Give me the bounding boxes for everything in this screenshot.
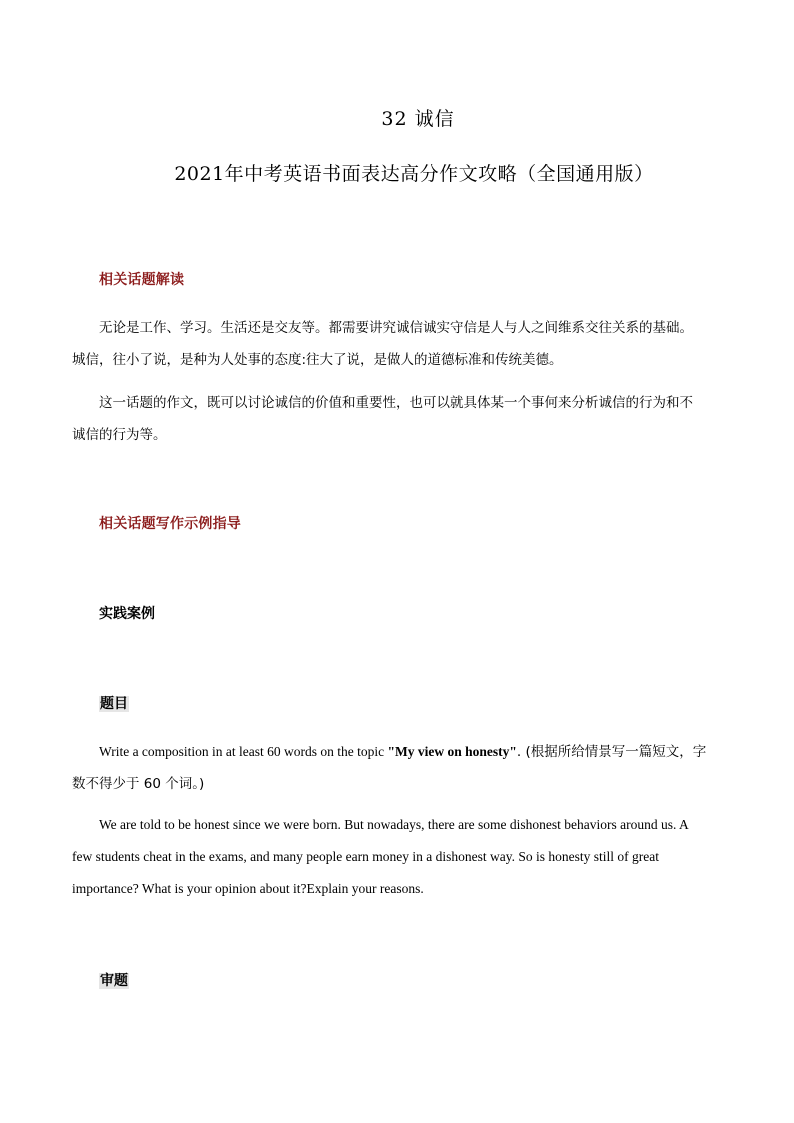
topic-paragraph-line: importance? What is your opinion about it?Explain your reasons. <box>72 881 424 896</box>
topic-heading-text: 题目 <box>100 696 128 712</box>
paragraph-line: 诚信的行为等。 <box>72 427 167 443</box>
document-subtitle: 2021年中考英语书面表达高分作文攻略（全国通用版） <box>174 163 654 185</box>
section-heading-writing-guide: 相关话题写作示例指导 <box>99 516 241 532</box>
paragraph-line: 这一话题的作文，既可以讨论诚信的价值和重要性，也可以就具体某一个事何来分析诚信的行为和不 <box>99 395 693 411</box>
section-heading-topic-interpretation: 相关话题解读 <box>99 272 185 288</box>
topic-title-bold: "My view on honesty" <box>387 744 517 759</box>
paragraph-line: 无论是工作、学习。生活还是交友等。都需要讲究诚信诚实守信是人与人之间维系交往关系的基础。 <box>99 320 693 336</box>
topic-line <box>99 740 706 760</box>
section-heading-topic <box>99 693 129 713</box>
topic-line: 数不得少于 60 个词。) <box>72 776 205 792</box>
document-title: 32 诚信 <box>381 108 455 130</box>
section-heading-practice-case: 实践案例 <box>99 606 155 622</box>
section-heading-review <box>99 970 129 990</box>
topic-line-text: Write a composition in at least 60 words on the topic <box>99 744 388 759</box>
review-heading-text: 审题 <box>100 973 128 989</box>
paragraph-line: 城信，往小了说，是种为人处事的态度:往大了说，是做人的道德标准和传统美德。 <box>72 352 563 368</box>
topic-paragraph-line: We are told to be honest since we were born. But nowadays, there are some dishonest behaviors around us. A <box>99 817 689 832</box>
topic-line-text: . (根据所给情景写一篇短文，字 <box>516 744 707 760</box>
topic-paragraph-line: few students cheat in the exams, and many people earn money in a dishonest way. So is honesty still of great <box>72 849 659 864</box>
